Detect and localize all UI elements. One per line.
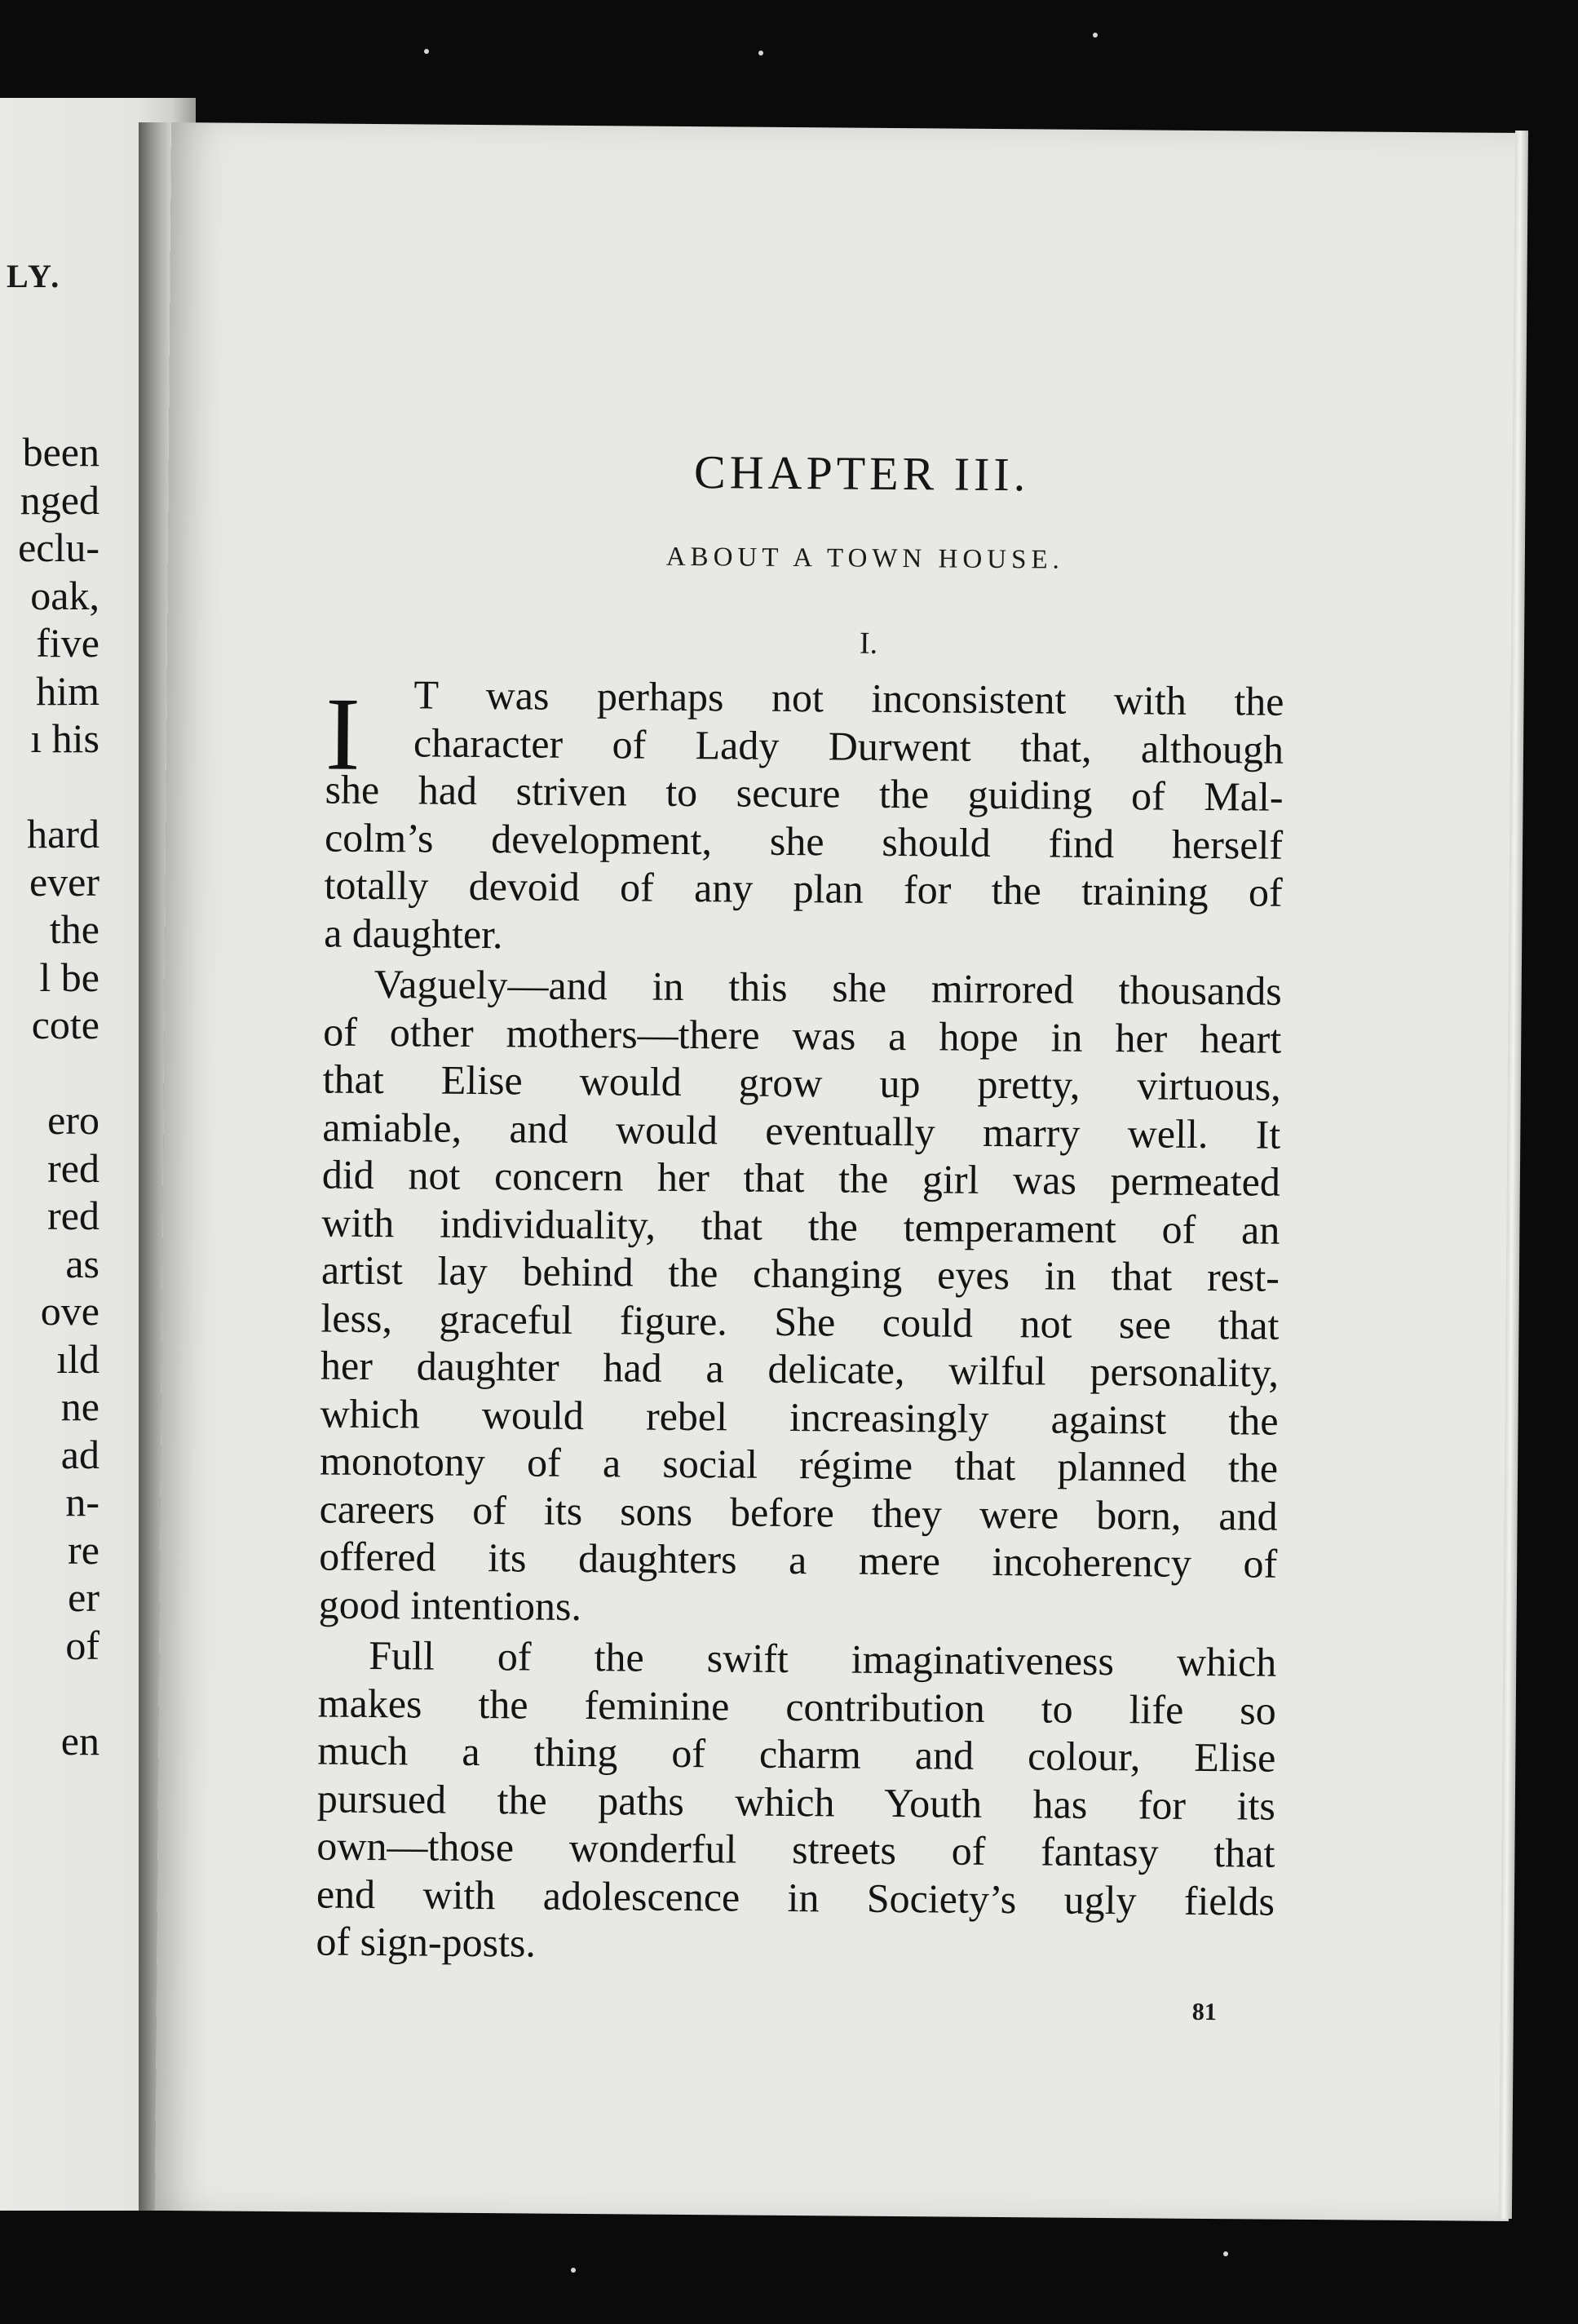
text-line: she had striven to secure the guiding of Mal-	[325, 766, 1284, 820]
chapter-subtitle: ABOUT A TOWN HOUSE.	[665, 542, 1064, 575]
text-line: of sign-posts.	[316, 1918, 537, 1966]
text-line: a daughter.	[323, 910, 503, 957]
text-line: of other mothers—there was a hope in her heart	[323, 1007, 1282, 1062]
text-line: careers of its sons before they were born, and	[319, 1485, 1278, 1539]
facing-page-line: nged	[20, 476, 99, 523]
dust-speck	[1093, 33, 1098, 38]
text-line: Vaguely—and in this she mirrored thousands	[374, 960, 1282, 1014]
facing-page-line: cote	[31, 1002, 99, 1047]
text-line: T was perhaps not inconsistent with the	[413, 671, 1284, 724]
facing-page-line: ove	[40, 1288, 99, 1334]
facing-page-line: as	[65, 1240, 99, 1286]
text-line: end with adolescence in Society’s ugly fields	[316, 1870, 1275, 1924]
text-line: did not concern her that the girl was permeated	[321, 1151, 1281, 1205]
facing-page-line: n-	[65, 1479, 99, 1525]
facing-page-line: l be	[39, 954, 99, 1000]
text-line: totally devoid of any plan for the training of	[324, 861, 1283, 915]
facing-page-line: red	[47, 1193, 99, 1238]
facing-page-line: ı his	[30, 715, 99, 761]
facing-page-line: oak,	[30, 572, 99, 618]
facing-page-line	[18, 1049, 99, 1097]
facing-page-line: ero	[47, 1097, 99, 1143]
running-header-fragment: LY.	[7, 258, 62, 294]
facing-page-line: him	[36, 667, 99, 714]
text-line: good intentions.	[318, 1580, 582, 1629]
text-line: character of Lady Durwent that, although	[413, 719, 1284, 772]
facing-page-line: re	[68, 1526, 99, 1573]
facing-page-line: hard	[27, 811, 99, 857]
text-line: her daughter had a delicate, wilful personality,	[320, 1342, 1280, 1396]
facing-page-line: en	[60, 1717, 99, 1764]
page-right	[155, 122, 1525, 2221]
facing-page-line: ever	[29, 858, 99, 905]
text-line: that Elise would grow up pretty, virtuous,	[322, 1056, 1281, 1109]
text-line: offered its daughters a mere incoherency of	[318, 1533, 1278, 1587]
dust-speck	[1223, 2251, 1228, 2256]
text-line: monotony of a social régime that planned the	[319, 1437, 1279, 1491]
drop-cap: I	[325, 675, 361, 792]
text-line: makes the feminine contribution to life so	[317, 1679, 1276, 1733]
facing-page-line: the	[49, 906, 99, 952]
text-line: colm’s development, she should find herself	[324, 814, 1284, 868]
facing-page-line: ne	[60, 1383, 99, 1429]
section-number: I.	[859, 626, 878, 661]
page-number: 81	[1191, 1998, 1217, 2026]
facing-page-line: of	[65, 1622, 99, 1668]
text-line: own—those wonderful streets of fantasy that	[316, 1822, 1275, 1876]
text-line: pursued the paths which Youth has for its	[316, 1774, 1276, 1829]
text-line: Full of the swift imaginativeness which	[369, 1631, 1277, 1685]
dust-speck	[571, 2268, 576, 2273]
facing-page-line: ıld	[56, 1335, 99, 1382]
facing-page-line: red	[47, 1144, 99, 1191]
text-line: amiable, and would eventually marry well. It	[322, 1103, 1281, 1158]
dust-speck	[424, 49, 429, 54]
dust-speck	[758, 51, 763, 55]
text-line: much a thing of charm and colour, Elise	[317, 1727, 1276, 1781]
facing-page-line: ad	[60, 1431, 99, 1477]
text-line: less, graceful figure. She could not see that	[320, 1294, 1280, 1348]
facing-page-line: five	[36, 620, 99, 666]
text-line: which would rebel increasingly against the	[320, 1389, 1279, 1444]
text-line: with individuality, that the temperament of an	[321, 1198, 1280, 1253]
facing-page-line: eclu-	[18, 525, 99, 570]
facing-page-line: been	[22, 429, 99, 475]
text-line: artist lay behind the changing eyes in that rest-	[320, 1246, 1280, 1300]
facing-page-line: er	[68, 1574, 99, 1620]
body-text	[316, 671, 1284, 1977]
facing-page-line	[18, 763, 99, 811]
facing-page-text	[18, 428, 99, 1764]
facing-page-line	[18, 1669, 99, 1717]
chapter-title: CHAPTER III.	[693, 445, 1030, 502]
